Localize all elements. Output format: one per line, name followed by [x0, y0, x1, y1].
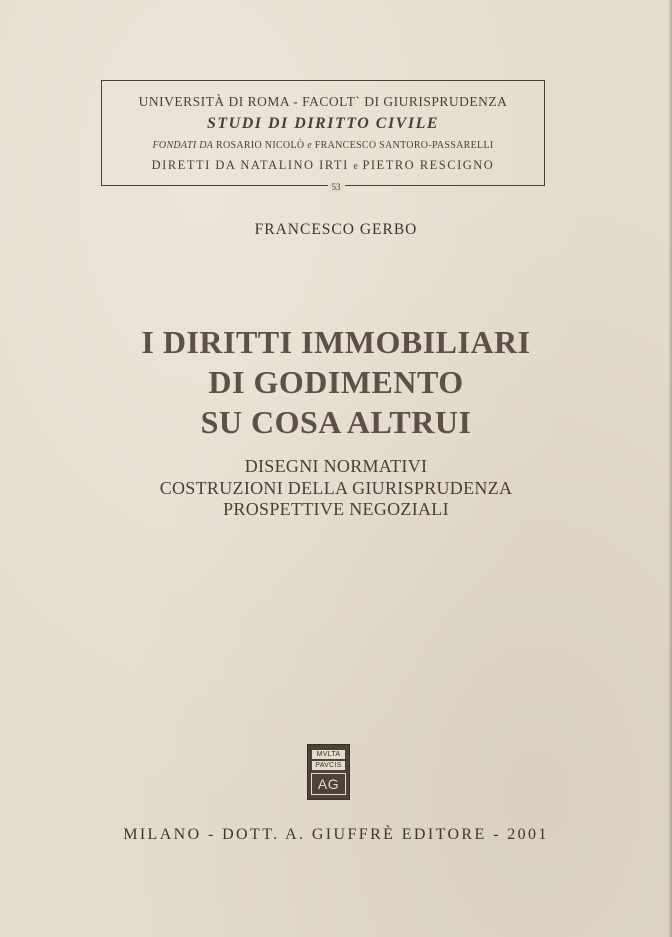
directed-prefix: DIRETTI DA — [151, 158, 236, 172]
directed-connector: e — [353, 161, 358, 172]
title-line-2: DI GODIMENTO — [208, 364, 464, 400]
founder-1: ROSARIO NICOLÒ — [216, 140, 305, 151]
logo-line-2: PAVCIS — [312, 761, 345, 770]
logo-line-1: MVLTA — [312, 750, 345, 759]
subtitle-line-3: PROSPETTIVE NEGOZIALI — [223, 499, 449, 519]
author-name: FRANCESCO GERBO — [254, 221, 418, 238]
university-line: UNIVERSITÀ DI ROMA - FACOLT` DI GIURISPRUDENZA — [138, 94, 508, 109]
series-box — [101, 80, 545, 186]
title-line-1: I DIRITTI IMMOBILIARI — [141, 324, 531, 360]
publisher-logo — [307, 744, 350, 800]
book-subtitle — [0, 456, 672, 521]
subtitle-line-2: COSTRUZIONI DELLA GIURISPRUDENZA — [159, 477, 513, 498]
edge-shadow — [668, 0, 672, 937]
subtitle-line-1: DISEGNI NORMATIVI — [244, 456, 428, 476]
director-1: NATALINO IRTI — [240, 158, 349, 172]
founder-2: FRANCESCO SANTORO-PASSARELLI — [314, 140, 494, 151]
series-title: STUDI DI DIRITTO CIVILE — [206, 115, 440, 132]
title-line-3: SU COSA ALTRUI — [200, 404, 472, 440]
founded-connector: e — [307, 140, 312, 151]
directors-line — [102, 158, 544, 173]
volume-number-wrap — [0, 182, 672, 192]
founders-line — [102, 140, 544, 151]
director-2: PIETRO RESCIGNO — [362, 158, 495, 172]
publisher-imprint: MILANO - DOTT. A. GIUFFRÈ EDITORE - 2001 — [123, 826, 549, 843]
logo-monogram: AG — [311, 773, 346, 795]
book-title — [0, 322, 672, 442]
volume-number: 53 — [328, 182, 345, 192]
founded-prefix: FONDATI DA — [152, 140, 214, 151]
